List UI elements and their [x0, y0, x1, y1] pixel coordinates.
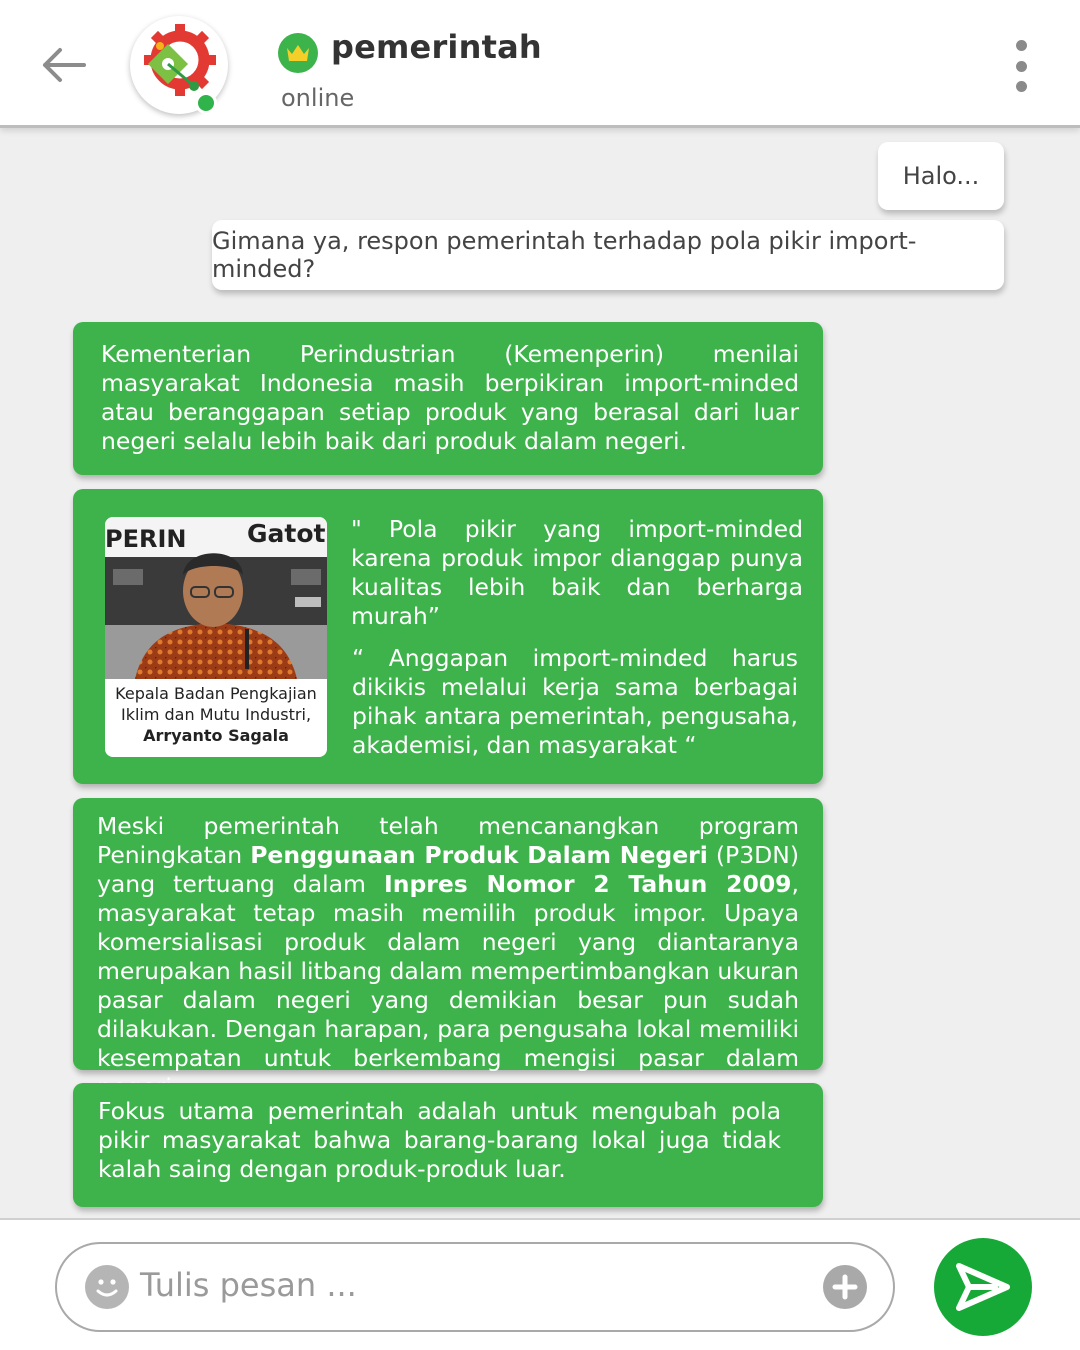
caption-line: Iklim dan Mutu Industri,: [120, 705, 312, 724]
message-bold-text: Inpres Nomor 2 Tahun 2009: [383, 870, 792, 898]
chat-header: [0, 0, 1080, 128]
message-bold-text: Penggunaan Produk Dalam Negeri: [250, 841, 708, 869]
more-menu-button[interactable]: [1004, 36, 1038, 96]
plus-circle-icon: [832, 1274, 858, 1300]
incoming-message[interactable]: Kementerian Perindustrian (Kemenperin) menilai masyarakat Indonesia masih berpikiran import-minded atau beranggapan setiap produk yang berasal dari luar negeri selalu lebih baik dari produk dalam negeri.: [73, 322, 823, 475]
crown-icon: [285, 42, 311, 64]
contact-status: online: [281, 84, 355, 112]
message-input[interactable]: [55, 1242, 895, 1332]
incoming-message[interactable]: Fokus utama pemerintah adalah untuk mengubah pola pikir masyarakat bahwa barang-barang lokal juga tidak kalah saing dengan produk-produk luar.: [73, 1083, 823, 1207]
message-placeholder: Tulis pesan ...: [140, 1266, 357, 1304]
more-vertical-icon: [1016, 40, 1027, 51]
send-button[interactable]: [934, 1238, 1032, 1336]
photo-caption: [105, 683, 327, 746]
message-text: , masyarakat tetap masih memilih produk impor. Upaya komersialisasi produk dalam negeri yang diantaranya merupakan hasil litbang dalam mempertimbangkan ukuran pasar dalam negeri yang demikian besar pun sudah dilakukan. Dengan harapan, para pengusaha lokal memiliki kesempatan untuk berkembang mengisi pasar dalam: [97, 870, 800, 1072]
quote-text: " Pola pikir yang import-minded karena produk impor dianggap punya kualitas lebih baik dan berharga murah”: [351, 515, 803, 630]
online-indicator: [195, 92, 217, 114]
back-button[interactable]: [36, 40, 90, 90]
arrow-left-icon: [40, 47, 86, 83]
incoming-message-with-photo[interactable]: [73, 489, 823, 784]
attach-button[interactable]: [823, 1265, 867, 1309]
photo-sign-left: PERIN: [105, 525, 187, 553]
verified-badge: [278, 33, 318, 73]
incoming-message[interactable]: [73, 798, 823, 1070]
caption-line: Kepala Badan Pengkajian: [115, 684, 317, 703]
quote-text: “ Anggapan import-minded harus dikikis melalui kerja sama berbagai pihak antara pemerintah, pengusaha, akademisi, dan masyarakat “: [352, 644, 798, 759]
smiley-icon: [85, 1265, 129, 1309]
photo-sign-right: Gatot: [247, 519, 326, 548]
outgoing-message[interactable]: Gimana ya, respon pemerintah terhadap pola pikir import-minded?: [212, 220, 1004, 290]
contact-name[interactable]: pemerintah: [331, 28, 542, 66]
outgoing-message[interactable]: Halo...: [878, 142, 1004, 210]
speaker-photo[interactable]: [105, 517, 327, 679]
photo-card[interactable]: [105, 517, 327, 757]
message-text: Meski pemerintah telah mencanangkan program Peningkatan: [97, 812, 799, 869]
emoji-button[interactable]: [85, 1265, 129, 1309]
message-composer: [0, 1218, 1080, 1350]
caption-name: Arryanto Sagala: [143, 726, 289, 745]
message-text: (P3DN) yang tertuang dalam: [97, 841, 799, 898]
send-icon: [955, 1262, 1011, 1312]
